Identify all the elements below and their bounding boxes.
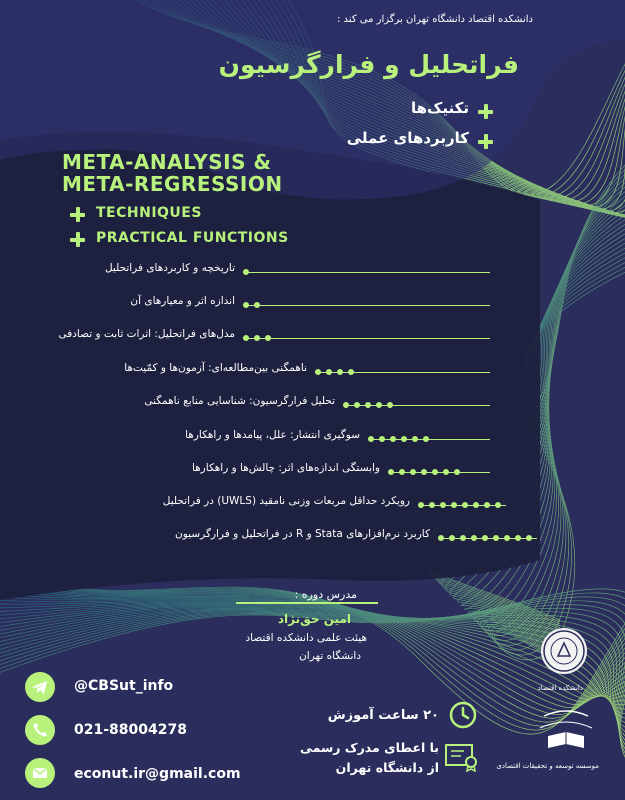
- faculty-caption: دانشکده اقتصاد: [537, 684, 583, 692]
- bullet-dot: [412, 436, 418, 442]
- bullet-dot: [471, 535, 477, 541]
- bullet-dot: [443, 469, 449, 475]
- topic-item: سوگیری انتشار: علل، پیامدها و راهکارها: [185, 429, 360, 441]
- certificate-line1: با اعطای مدرک رسمی: [299, 740, 439, 755]
- english-title-line2: META-REGRESSION: [62, 172, 283, 196]
- instructor-name: امین حق‌نژاد: [277, 612, 351, 626]
- bullet-connector-line: [243, 338, 490, 339]
- persian-sub-techniques: تکنیک‌ها: [411, 99, 469, 117]
- bullet-dot: [429, 502, 435, 508]
- bullet-dot: [243, 335, 249, 341]
- bullet-dot: [410, 469, 416, 475]
- bullet-connector-line: [243, 305, 490, 306]
- bullet-dot: [243, 302, 249, 308]
- book-emblem-icon: [536, 706, 596, 754]
- email-address[interactable]: econut.ir@gmail.com: [74, 766, 241, 782]
- bullet-dot: [354, 402, 360, 408]
- english-sub-techniques: TECHNIQUES: [96, 205, 202, 221]
- bullet-dot: [390, 436, 396, 442]
- instructor-label: مدرس دوره :: [294, 588, 357, 601]
- plus-icon: [70, 232, 85, 247]
- bullet-dot: [243, 269, 249, 275]
- university-seal-icon: [541, 628, 587, 674]
- bullet-dot: [473, 502, 479, 508]
- bullet-dot: [265, 335, 271, 341]
- instructor-role: هیئت علمی دانشکده اقتصاد: [245, 632, 367, 644]
- bullet-dot: [388, 469, 394, 475]
- bullet-dot: [432, 469, 438, 475]
- clock-icon: [448, 700, 478, 730]
- topic-item: تاریخچه و کاربردهای فراتحلیل: [104, 262, 235, 274]
- course-hours: ۲۰ ساعت آموزش: [327, 708, 439, 723]
- bullet-dot: [365, 402, 371, 408]
- phone-number[interactable]: 021-88004278: [74, 722, 187, 738]
- bullet-dot: [454, 469, 460, 475]
- bullet-dot: [418, 502, 424, 508]
- persian-main-title: فراتحلیل و فرارگرسیون: [218, 50, 519, 79]
- topic-item: رویکرد حداقل مربعات وزنی نامقید (UWLS) در فراتحلیل: [162, 495, 410, 507]
- topic-item: مدل‌های فراتحلیل: اثرات ثابت و تصادفی: [58, 328, 235, 340]
- english-title-line1: META-ANALYSIS &: [62, 150, 272, 174]
- topic-item: تحلیل فرارگرسیون: شناسایی منابع ناهمگنی: [144, 395, 335, 407]
- english-sub-practical: PRACTICAL FUNCTIONS: [96, 230, 289, 246]
- bullet-dot: [526, 535, 532, 541]
- bullet-dot: [387, 402, 393, 408]
- bullet-dot: [326, 369, 332, 375]
- bullet-dot: [379, 436, 385, 442]
- bullet-dot: [440, 502, 446, 508]
- bullet-dot: [504, 535, 510, 541]
- certificate-line2: از دانشگاه تهران: [335, 760, 439, 775]
- instructor-university: دانشگاه تهران: [299, 650, 361, 662]
- bullet-dot: [493, 535, 499, 541]
- bullet-dot: [254, 302, 260, 308]
- bullet-connector-line: [368, 439, 490, 440]
- bullet-dot: [401, 436, 407, 442]
- bullet-dot: [438, 535, 444, 541]
- persian-sub-applications: کاربردهای عملی: [346, 129, 469, 147]
- certificate-icon: [444, 742, 480, 772]
- bullet-dot: [368, 436, 374, 442]
- bullet-dot: [423, 436, 429, 442]
- bullet-dot: [254, 335, 260, 341]
- plus-icon: [478, 134, 493, 149]
- bullet-dot: [421, 469, 427, 475]
- bullet-dot: [451, 502, 457, 508]
- institute-caption: موسسه توسعه و تحقیقات اقتصادی: [496, 762, 599, 770]
- bullet-dot: [482, 535, 488, 541]
- telegram-handle[interactable]: @CBSut_info: [74, 678, 174, 694]
- bullet-dot: [315, 369, 321, 375]
- email-icon[interactable]: [25, 758, 55, 788]
- bullet-dot: [449, 535, 455, 541]
- plus-icon: [478, 104, 493, 119]
- organizer-line: دانشکده اقتصاد دانشگاه تهران برگزار می کند :: [337, 14, 533, 25]
- phone-icon[interactable]: [25, 715, 55, 745]
- bullet-connector-line: [243, 272, 490, 273]
- bullet-dot: [348, 369, 354, 375]
- bullet-dot: [337, 369, 343, 375]
- telegram-icon[interactable]: [25, 672, 55, 702]
- topic-item: ناهمگنی بین‌مطالعه‌ای: آزمون‌ها و کمّیت‌ها: [124, 362, 307, 374]
- bullet-dot: [515, 535, 521, 541]
- plus-icon: [70, 207, 85, 222]
- bullet-dot: [484, 502, 490, 508]
- bullet-dot: [462, 502, 468, 508]
- bullet-dot: [343, 402, 349, 408]
- bullet-dot: [376, 402, 382, 408]
- bullet-dot: [460, 535, 466, 541]
- bullet-dot: [399, 469, 405, 475]
- topic-item: وابستگی اندازه‌های اثر: چالش‌ها و راهکارها: [191, 462, 380, 474]
- topic-item: اندازه اثر و معیارهای آن: [130, 295, 235, 307]
- topic-item: کاربرد نرم‌افزارهای Stata و R در فراتحلیل و فرارگرسیون: [175, 528, 430, 540]
- bullet-dot: [495, 502, 501, 508]
